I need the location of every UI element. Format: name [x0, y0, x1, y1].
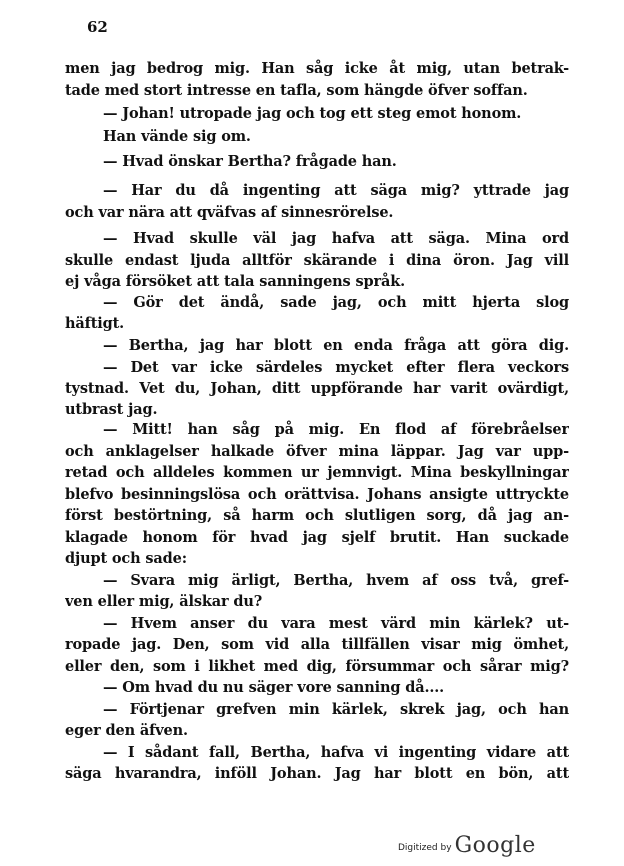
text-line: ropade jag. Den, som vid alla tillfällen visar mig ömhet,	[65, 636, 569, 653]
digitized-by-footer	[398, 828, 536, 858]
text-line: tystnad. Vet du, Johan, ditt uppförande har varit ovärdigt,	[65, 380, 569, 397]
page-number: 62	[87, 18, 108, 36]
text-line: — Svara mig ärligt, Bertha, hvem af oss två, gref-	[103, 572, 569, 589]
text-line: — Mitt! han såg på mig. En flod af förebråelser	[103, 421, 569, 438]
text-line: men jag bedrog mig. Han såg icke åt mig, utan betrak-	[65, 60, 569, 77]
text-line: först bestörtning, så harm och slutligen sorg, då jag an-	[65, 507, 569, 524]
text-line: — Johan! utropade jag och tog ett steg emot honom.	[103, 105, 522, 122]
text-line: och anklagelser halkade öfver mina läppar. Jag var upp-	[65, 443, 569, 460]
text-line: — Har du då ingenting att säga mig? yttrade jag	[103, 182, 569, 199]
text-line: häftigt.	[65, 315, 125, 332]
text-line: ej våga försöket att tala sanningens språk.	[65, 273, 405, 290]
text-line: tade med stort intresse en tafla, som hängde öfver soffan.	[65, 82, 528, 99]
google-logo: Google	[454, 833, 536, 858]
text-line: klagade honom för hvad jag sjelf brutit. Han suckade	[65, 529, 569, 546]
text-line: djupt och sade:	[65, 550, 187, 567]
text-line: Han vände sig om.	[103, 128, 251, 145]
text-line: blefvo besinningslösa och orättvisa. Johans ansigte uttryckte	[65, 486, 569, 503]
text-line: ven eller mig, älskar du?	[65, 593, 263, 610]
text-line: och var nära att qväfvas af sinnesrörelse.	[65, 204, 394, 221]
text-line: — Hvem anser du vara mest värd min kärlek? ut-	[103, 615, 569, 632]
text-line: — Bertha, jag har blott en enda fråga att göra dig.	[103, 337, 569, 354]
text-line: — Förtjenar grefven min kärlek, skrek jag, och han	[103, 701, 569, 718]
text-line: säga hvarandra, inföll Johan. Jag har blott en bön, att	[65, 765, 569, 782]
text-line: — Det var icke särdeles mycket efter flera veckors	[103, 359, 569, 376]
text-line: — Hvad önskar Bertha? frågade han.	[103, 153, 397, 170]
text-line: eger den äfven.	[65, 722, 188, 739]
text-line: — Gör det ändå, sade jag, och mitt hjerta slog	[103, 294, 569, 311]
text-line: utbrast jag.	[65, 401, 158, 418]
digitized-by-label: Digitized by	[398, 843, 452, 853]
text-line: retad och alldeles kommen ur jemnvigt. Mina beskyllningar	[65, 464, 569, 481]
text-line: — I sådant fall, Bertha, hafva vi ingenting vidare att	[103, 744, 569, 761]
text-line: skulle endast ljuda alltför skärande i dina öron. Jag vill	[65, 252, 569, 269]
text-line: — Hvad skulle väl jag hafva att säga. Mina ord	[103, 230, 569, 247]
text-line: eller den, som i likhet med dig, försummar och sårar mig?	[65, 658, 569, 675]
text-line: — Om hvad du nu säger vore sanning då....	[103, 679, 445, 696]
